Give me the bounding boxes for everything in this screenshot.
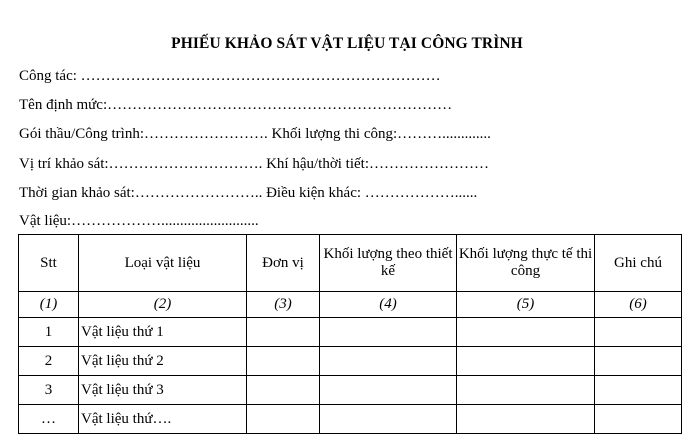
header-khoi-luong-thiet-ke: Khối lượng theo thiết kế	[320, 235, 457, 292]
field-ten-dinh-muc: Tên định mức:……………………………………………………………	[19, 97, 453, 113]
field-khi-hau: Khí hậu/thời tiết:……………………	[266, 156, 489, 172]
col-number: (6)	[595, 292, 682, 318]
field-thoi-gian: Thời gian khảo sát:……………………..	[19, 185, 267, 201]
row-material-name: Vật liệu thứ 1	[79, 318, 247, 347]
row-material-name: Vật liệu thứ 2	[79, 347, 247, 376]
row-cell[interactable]	[595, 405, 682, 434]
table-number-row	[19, 292, 682, 318]
field-row-vi-tri	[19, 154, 489, 174]
row-cell[interactable]	[320, 347, 457, 376]
row-stt: 3	[19, 376, 79, 405]
row-cell[interactable]	[247, 405, 320, 434]
header-stt: Stt	[19, 235, 79, 292]
row-cell[interactable]	[320, 318, 457, 347]
form-title: PHIẾU KHẢO SÁT VẬT LIỆU TẠI CÔNG TRÌNH	[171, 35, 523, 52]
material-table	[18, 234, 682, 434]
row-cell[interactable]	[320, 376, 457, 405]
col-number: (4)	[320, 292, 457, 318]
row-stt: 2	[19, 347, 79, 376]
row-cell[interactable]	[595, 347, 682, 376]
col-number: (1)	[19, 292, 79, 318]
row-cell[interactable]	[595, 318, 682, 347]
row-cell[interactable]	[595, 376, 682, 405]
row-cell[interactable]	[457, 376, 595, 405]
row-material-name: Vật liệu thứ 3	[79, 376, 247, 405]
col-number: (3)	[247, 292, 320, 318]
field-khoi-luong: Khối lượng thi công:……….............	[271, 126, 491, 142]
field-row-goi-thau	[19, 124, 491, 144]
header-loai-vat-lieu: Loại vật liệu	[79, 235, 247, 292]
row-cell[interactable]	[457, 318, 595, 347]
field-vat-lieu: Vật liệu:………………..........................	[19, 213, 259, 229]
row-cell[interactable]	[247, 347, 320, 376]
row-stt: 1	[19, 318, 79, 347]
row-cell[interactable]	[457, 405, 595, 434]
field-dieu-kien: Điều kiện khác: ………………......	[266, 185, 478, 201]
field-row-thoi-gian	[19, 183, 477, 203]
table-row	[19, 405, 682, 434]
table-row	[19, 347, 682, 376]
header-don-vi: Đơn vị	[247, 235, 320, 292]
col-number: (2)	[79, 292, 247, 318]
row-cell[interactable]	[320, 405, 457, 434]
field-goi-thau: Gói thầu/Công trình:…………………….	[19, 126, 272, 142]
field-vi-tri: Vị trí khảo sát:………………………….	[19, 156, 267, 172]
col-number: (5)	[457, 292, 595, 318]
row-stt: …	[19, 405, 79, 434]
table-row	[19, 376, 682, 405]
table-row	[19, 318, 682, 347]
row-cell[interactable]	[457, 347, 595, 376]
field-cong-tac: Công tác: ………………………………………………………………	[19, 68, 441, 84]
header-khoi-luong-thuc-te: Khối lượng thực tế thi công	[457, 235, 595, 292]
row-cell[interactable]	[247, 376, 320, 405]
header-ghi-chu: Ghi chú	[595, 235, 682, 292]
row-cell[interactable]	[247, 318, 320, 347]
row-material-name: Vật liệu thứ….	[79, 405, 247, 434]
table-header-row	[19, 235, 682, 292]
